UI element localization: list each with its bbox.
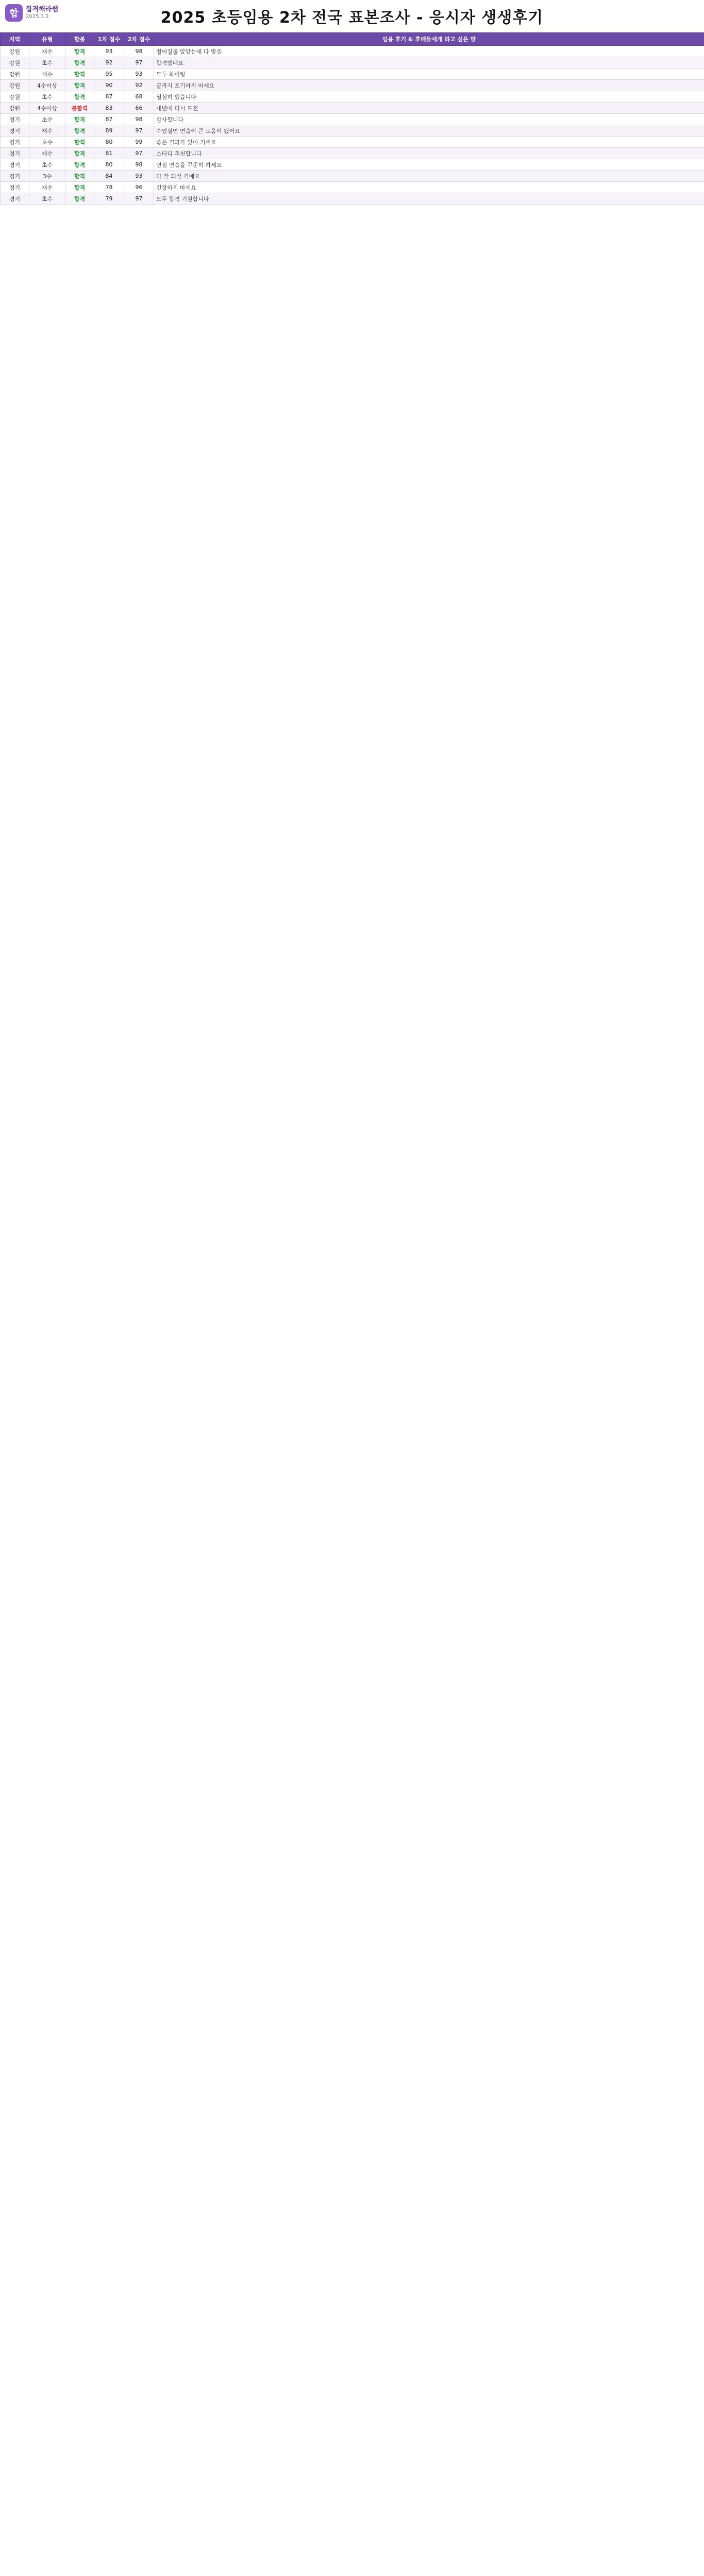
cell-result: 합격 <box>65 46 94 57</box>
table-row <box>1 114 704 125</box>
cell-region: 경기 <box>1 171 29 182</box>
cell-result: 합격 <box>65 159 94 171</box>
cell-score2: 97 <box>124 148 154 159</box>
cell-result: 합격 <box>65 182 94 193</box>
cell-region: 경기 <box>1 182 29 193</box>
cell-comment: 수업실연 연습이 큰 도움이 됐어요 <box>154 125 704 137</box>
cell-comment: 스터디 추천합니다 <box>154 148 704 159</box>
table-row <box>1 57 704 69</box>
cell-comment: 감사합니다 <box>154 114 704 125</box>
cell-score1: 87 <box>94 91 124 103</box>
cell-score1: 93 <box>94 46 124 57</box>
cell-score2: 92 <box>124 80 154 91</box>
table-header-row <box>1 33 704 46</box>
table-row <box>1 80 704 91</box>
brand-logo <box>5 4 58 22</box>
cell-region: 강원 <box>1 57 29 69</box>
cell-result: 합격 <box>65 80 94 91</box>
cell-score1: 95 <box>94 69 124 80</box>
cell-type: 초수 <box>29 114 65 125</box>
cell-score1: 80 <box>94 159 124 171</box>
cell-type: 재수 <box>29 148 65 159</box>
cell-type: 4수이상 <box>29 103 65 114</box>
cell-comment: 떨어질줄 알았는데 다 맞음 <box>154 46 704 57</box>
cell-type: 초수 <box>29 91 65 103</box>
cell-result: 합격 <box>65 125 94 137</box>
cell-score1: 83 <box>94 103 124 114</box>
cell-region: 강원 <box>1 69 29 80</box>
cell-score2: 99 <box>124 137 154 148</box>
cell-score2: 93 <box>124 171 154 182</box>
table-row <box>1 91 704 103</box>
cell-score2: 96 <box>124 182 154 193</box>
cell-comment: 모두 합격 기원합니다 <box>154 193 704 205</box>
cell-comment: 긴장하지 마세요 <box>154 182 704 193</box>
column-header: 지역 <box>1 33 29 46</box>
cell-score1: 80 <box>94 137 124 148</box>
cell-result: 합격 <box>65 137 94 148</box>
cell-result: 합격 <box>65 193 94 205</box>
cell-type: 3수 <box>29 171 65 182</box>
cell-comment: 좋은 결과가 있어 기뻐요 <box>154 137 704 148</box>
cell-comment: 내년에 다시 도전 <box>154 103 704 114</box>
cell-score2: 98 <box>124 159 154 171</box>
cell-score1: 79 <box>94 193 124 205</box>
table-row <box>1 159 704 171</box>
cell-region: 경기 <box>1 114 29 125</box>
page-header <box>0 0 704 32</box>
cell-region: 경기 <box>1 159 29 171</box>
table-row <box>1 46 704 57</box>
cell-type: 초수 <box>29 137 65 148</box>
cell-comment: 끝까지 포기하지 마세요 <box>154 80 704 91</box>
cell-region: 강원 <box>1 103 29 114</box>
table-row <box>1 137 704 148</box>
cell-score1: 87 <box>94 114 124 125</box>
cell-result: 불합격 <box>65 103 94 114</box>
table-row <box>1 69 704 80</box>
cell-result: 합격 <box>65 91 94 103</box>
cell-type: 재수 <box>29 125 65 137</box>
cell-type: 4수이상 <box>29 80 65 91</box>
table-row <box>1 148 704 159</box>
cell-score2: 68 <box>124 91 154 103</box>
column-header: 임용 후기 & 후배들에게 하고 싶은 말 <box>154 33 704 46</box>
cell-score2: 66 <box>124 103 154 114</box>
cell-result: 합격 <box>65 171 94 182</box>
cell-comment: 모두 화이팅 <box>154 69 704 80</box>
table-row <box>1 171 704 182</box>
column-header: 2차 점수 <box>124 33 154 46</box>
cell-type: 재수 <box>29 46 65 57</box>
cell-region: 강원 <box>1 91 29 103</box>
cell-region: 경기 <box>1 193 29 205</box>
cell-score2: 97 <box>124 125 154 137</box>
cell-score1: 81 <box>94 148 124 159</box>
cell-region: 강원 <box>1 80 29 91</box>
cell-score1: 78 <box>94 182 124 193</box>
cell-score2: 97 <box>124 193 154 205</box>
cell-comment: 열심히 했습니다 <box>154 91 704 103</box>
cell-score2: 98 <box>124 114 154 125</box>
column-header: 합불 <box>65 33 94 46</box>
cell-comment: 합격했네요 <box>154 57 704 69</box>
column-header: 1차 점수 <box>94 33 124 46</box>
cell-type: 재수 <box>29 69 65 80</box>
logo-icon: 합 <box>5 4 23 22</box>
cell-result: 합격 <box>65 148 94 159</box>
cell-type: 재수 <box>29 182 65 193</box>
cell-result: 합격 <box>65 57 94 69</box>
cell-region: 강원 <box>1 46 29 57</box>
logo-name: 합격해라쌤 <box>26 6 58 14</box>
column-header: 유형 <box>29 33 65 46</box>
cell-score2: 98 <box>124 46 154 57</box>
table-row <box>1 182 704 193</box>
table-continuation <box>0 205 704 2576</box>
cell-score2: 97 <box>124 57 154 69</box>
cell-score2: 93 <box>124 69 154 80</box>
cell-score1: 84 <box>94 171 124 182</box>
cell-comment: 다 잘 되실 거예요 <box>154 171 704 182</box>
cell-region: 경기 <box>1 125 29 137</box>
logo-date: 2025.3.3 <box>26 13 49 20</box>
cell-region: 경기 <box>1 137 29 148</box>
cell-score1: 90 <box>94 80 124 91</box>
cell-region: 경기 <box>1 148 29 159</box>
review-table <box>0 32 704 205</box>
table-row <box>1 125 704 137</box>
cell-score1: 89 <box>94 125 124 137</box>
table-row <box>1 193 704 205</box>
cell-type: 초수 <box>29 159 65 171</box>
cell-type: 초수 <box>29 193 65 205</box>
cell-type: 초수 <box>29 57 65 69</box>
page-title: 2025 초등임용 2차 전국 표본조사 - 응시자 생생후기 <box>160 9 544 27</box>
cell-comment: 면접 연습을 꾸준히 하세요 <box>154 159 704 171</box>
cell-result: 합격 <box>65 69 94 80</box>
cell-result: 합격 <box>65 114 94 125</box>
table-row <box>1 103 704 114</box>
cell-score1: 92 <box>94 57 124 69</box>
